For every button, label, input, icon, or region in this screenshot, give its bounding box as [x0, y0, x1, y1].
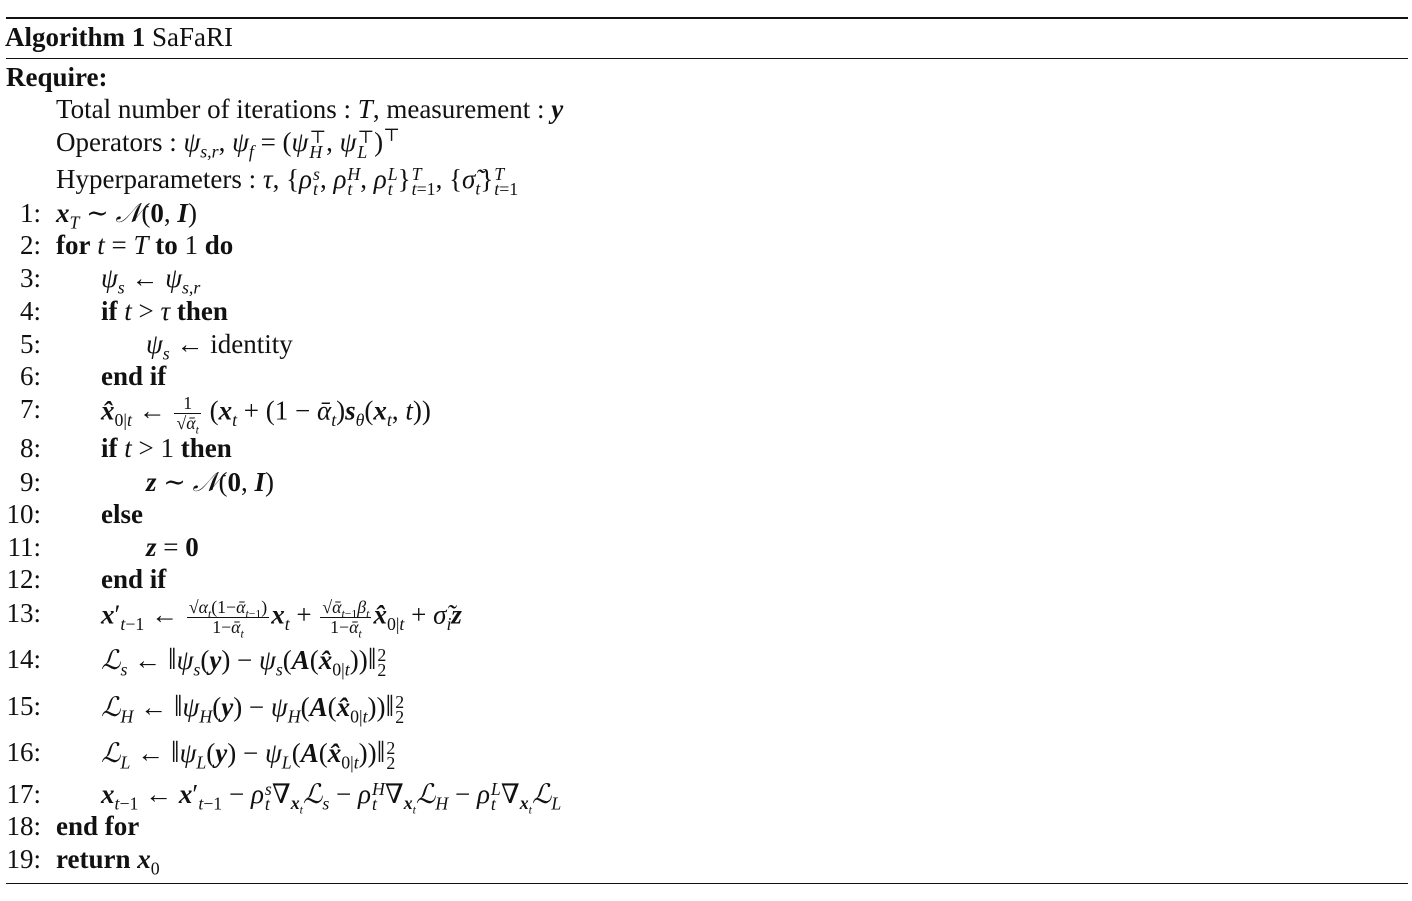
algorithm-label: Algorithm 1	[5, 22, 146, 52]
bottom-rule	[6, 883, 1408, 884]
require-operators: Operators : $\psi_{s,r}$, $\psi_f = (\psi$ ⊤ H , ψ ⊤ L )⊤	[56, 125, 400, 162]
require-label: Require:	[6, 62, 108, 92]
algorithm-name: SaFaRI	[151, 22, 233, 52]
require-iterations: Total number of iterations : T, measurement : y	[56, 94, 564, 124]
top-rule	[6, 17, 1408, 19]
require-hyperparameters: Hyperparameters : τ, {ρ s t , ρ H t , ρ L t } T t=1 , $\{\sigmã_t\}$ T t=1	[56, 163, 519, 199]
header-rule	[6, 58, 1408, 59]
algorithm-caption	[5, 22, 233, 52]
